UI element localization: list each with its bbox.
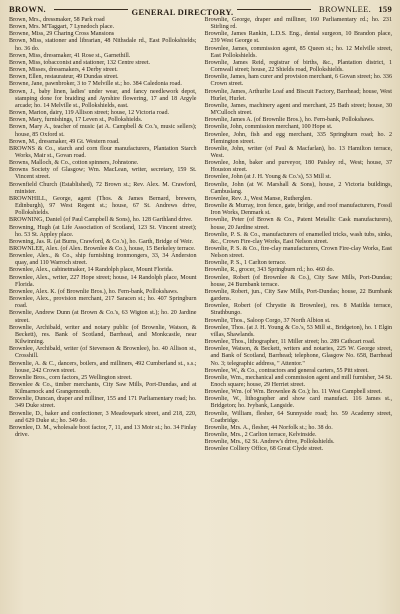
directory-entry: Browns Society of Glasgow; Wm. MacLean, writer, secretary, 159 St. Vincent street.	[9, 167, 197, 181]
directory-columns	[9, 17, 392, 454]
running-head-title: GENERAL DIRECTORY.	[131, 6, 234, 17]
directory-entry: Brownlee, D. M., wholesale boot factor, 7, 11, and 13 Moir st.; ho. 34 Finlay drive.	[9, 424, 197, 439]
directory-entry: Brownlie, Duncan, draper and milliner, 155 and 171 Parliamentary road; ho. 349 Duke street.	[9, 396, 197, 410]
directory-entry: Brownlee, Watson, & Beckett, writers and notaries, 225 W. George street, and Bank of Scotland, Barrhead; telephone, Glasgow No. 658, Barrhead No. 3; telegraphic address, " Attentor."	[204, 346, 392, 367]
directory-entry: Brownlee, John, baker and purveyor, 180 Paisley rd., West; house, 37 Houston street.	[204, 160, 392, 174]
directory-entry: Brown, Miss, tobacconist and stationer, 132 Centre street.	[9, 59, 151, 66]
directory-entry: Brownlie Bros., corn factors, 25 Wellington street.	[9, 374, 132, 381]
directory-entry: Brownlie & Murray, iron fence, gate, bridge, and roof manufacturers, Fossil Iron Works, Denmark st.	[204, 203, 392, 217]
directory-entry: Browning, Hugh (at Life Association of Scotland, 123 St. Vincent street); ho. 53 St. Appley place.	[9, 224, 197, 238]
directory-entry: Brownlee, Alex., cabinetmaker, 14 Randolph place, Mount Florida.	[9, 267, 174, 274]
directory-entry: BROWNLEE, Alex. (of Alex. Brownlee & Co.), house, 15 Berkeley terrace.	[9, 246, 196, 252]
directory-entry: Brownlie, P. S., 1 Carlton terrace.	[204, 260, 287, 267]
directory-entry: Browning, Jas. R. (at Burns, Crawford, & Co.'s), ho. Garth, Bridge of Weir.	[9, 238, 193, 245]
directory-entry: Brownlie, R., grocer, 343 Springburn rd.; ho. 460 do.	[204, 267, 335, 274]
directory-entry: BROWNING, Daniel (of Paul Campbell & Sons), ho. 128 Garthland drive.	[9, 217, 193, 224]
directory-entry: Brownlie, James Rankin, L.D.S. Eng., dental surgeon, 10 Brandon place, 239 West George st.	[204, 31, 392, 45]
directory-entry: Brownlie, P. S. & Co., manufacturers of enamelled tricks, wash tubs, sinks, &c., Crown Fire-clay Works, East Nelson street.	[204, 231, 392, 245]
directory-entry: Brownlie, Mrs., 62 St. Andrew's drive, Pollokshields.	[204, 439, 335, 446]
directory-entry: Brownlee Colliery Office, 68 Great Clyde street.	[204, 446, 324, 453]
directory-entry: Brownlee, Alex., & Co., ship furnishing ironmongers, 33, 34 Anderston quay, and 110 Warroch street.	[9, 253, 197, 267]
directory-entry: BROWNS & Co., starch and corn flour manufacturers, Plantation Starch Works, Mair st., Govan road.	[9, 145, 197, 159]
directory-entry: Brownlie, Thos., Saloop Corgo, 37 North Albion st.	[204, 317, 331, 324]
running-head-center	[46, 7, 319, 17]
running-head	[9, 4, 392, 15]
directory-entry: Brownlie, Archibald, writer and notary public (of Brownlie, Watson, & Beckett), res. Bank of Scotland, Barrhead, and Monkcastle, near Kilwinning.	[9, 324, 197, 346]
directory-entry: Brownlie, Mrs. A., flesher, 44 Norfolk st.; ho. 38 do.	[204, 424, 333, 431]
right-column	[205, 17, 393, 454]
directory-entry: Brownlie, James A. (of Brownlie Bros.), ho. Fern-bank, Pollokshaws.	[204, 117, 375, 124]
directory-entry: Brown, Marion, dairy, 119 Allison street; house, 12 Victoria road.	[9, 110, 170, 117]
directory-entry: Brownlee, Alex., writer, 227 Hope street; house, 14 Randolph place, Mount Florida.	[9, 274, 197, 288]
directory-entry: Brownlee & Co., timber merchants, City Saw Mills, Port-Dundas, and at Kilmarnock and Grangemouth.	[9, 381, 197, 396]
directory-entry: Brown, Mrs., dressmaker, 58 Park road	[9, 17, 105, 23]
directory-entry: Brown, J., baby linen, ladies' under wear, and fancy needlework depot, stamping done for braiding and Ayrshire flowering, 17 and 18 Argyle arcade; ho. 14 Melville st., Pollokshields, east.	[9, 88, 197, 109]
directory-entry: Brown, Mary A., teacher of music (at A. Campbell & Co.'s, music sellers); house, 85 Oxford st.	[9, 124, 197, 138]
directory-entry: Brownlie, Wm., mechanical and commission agent and mill furnisher, 34 St. Enoch square; house, 29 Herriet street.	[204, 374, 392, 388]
page-number: 159	[378, 4, 392, 14]
directory-entry: Brown, Mrs. M'Taggart, 7 Lynedoch place.	[9, 24, 115, 31]
directory-entry: Brownlie, John, writer (of Paul & Macfarlan), ho. 13 Hamilton terrace, West.	[204, 145, 392, 159]
directory-entry: Brown, Miss, stationer and librarian, 48 Nithsdale rd., East Pollokshields; ho. 36 do.	[9, 38, 197, 52]
running-head-right	[319, 4, 392, 14]
directory-entry: Brownlie, W., lithographer and show card manufact. 116 James st., Bridgeton; ho. Ivybank, Langside.	[204, 396, 392, 410]
directory-entry: Brownlee, Robert (of Chrystie & Brownlee), res. 8 Matilda terrace, Strathbungo.	[204, 303, 392, 317]
directory-entry: Brownlee, W., & Co., contractors and general carters, 55 Pitt street.	[204, 367, 369, 374]
directory-entry: Brownlie, Robert, jun., City Saw Mills, Port-Dundas; house, 22 Burnbank gardens.	[204, 288, 392, 303]
directory-entry: Brown, Miss, dressmaker, 41 Rose st., Garnethill.	[9, 52, 131, 59]
directory-entry: Brownlee, Alex. K. (of Brownlie Bros.), ho. Fern-bank, Pollokshaws.	[9, 288, 179, 295]
directory-entry: Brownlee, Rev. J., West Manse, Rutherglen.	[204, 195, 312, 202]
directory-entry: Brownlee, Robert (of Brownlee & Co.), City Saw Mills, Port-Dundas; house, 24 Burnbank terrace.	[204, 274, 392, 288]
left-column	[9, 17, 197, 454]
directory-entry: Brown, Mary, furnishings, 17 Leven st., Pollokshields.	[9, 117, 143, 124]
running-head-left: BROWN.	[9, 4, 46, 14]
directory-entry: Brown, M., dressmaker, 49 Gt. Western road.	[9, 138, 120, 145]
directory-entry: Brownlie, George, draper and milliner, 160 Parliamentary rd.; ho. 231 Stirling rd.	[204, 17, 392, 31]
directory-entry: Brownlee, Thos. (at J. H. Young & Co.'s, 53 Mill st., Bridgeton), ho. 1 Elgin villas, Shawlands.	[204, 324, 392, 338]
directory-entry: Brownlie, James, machinery agent and merchant, 25 Bath street; house, 30 M'Culloch street.	[204, 102, 392, 117]
directory-entry: Brownlie, James, Arthurlie Loaf and Biscuit Factory, Barrhead; house, West Hurlet, Hurlet.	[204, 88, 392, 102]
directory-entry: Brownlie, Andrew Dunn (at Brown & Co.'s, 63 Wigton st.); ho. 20 Jardine street.	[9, 310, 197, 324]
directory-entry: Browne, Miss, 29 Charing Cross Mansions	[9, 31, 115, 38]
directory-entry: Brownlee, Thos., lithographer, 11 Miller street; ho. 289 Cathcart road.	[204, 339, 376, 346]
directory-entry: Brownlee, John, fish and egg merchant, 335 Springburn road; ho. 2 Flemington street.	[204, 131, 392, 145]
directory-entry: Brownlie, A. & C., dancers, boilers, and milliners, 492 Cumberland st., s.s.; house, 242 Crown street.	[9, 360, 197, 374]
directory-entry: Browne, Jane, pawnbroker, 3 to 7 Melville st.; ho. 384 Caledonia road.	[9, 81, 182, 88]
directory-entry: Brownlie, P. S. & Co., fire-clay manufacturers, Crown Fire-clay Works, East Nelson street.	[204, 246, 392, 260]
directory-entry: Brownlie, D., baker and confectioner, 3 Meadowpark street, and 218, 220, and 629 Duke st.; ho. 349 do.	[9, 410, 197, 424]
directory-entry: Brownlie, James, ham curer and provision merchant, 6 Govan street; ho. 336 Crown street.	[204, 74, 392, 88]
directory-entry: Brownlie, James Reid, registrar of births, &c., Plantation district, 1 Cornwall street; house, 22 Shields road, Pollokshields.	[204, 59, 392, 74]
directory-entry: Browns, Malloch, & Co., cotton spinners, Johnstone.	[9, 160, 139, 167]
directory-entry: BROWNHILL, George, agent (Thos. & James Bernard, brewers, Edinburgh), 97 West Regent st.; house, 67 St. Andrews drive, Pollokshields.	[9, 195, 197, 217]
directory-entry: Brownlie, William, flesher, 64 Sunnyside road; ho. 59 Academy street, Coatbridge.	[204, 410, 392, 424]
directory-entry: Brownlie, Mrs., 2 Carlton terrace, Kelvinside.	[204, 432, 317, 439]
directory-entry: Brownlee, Archibald, writer (of Stevenson & Brownlee), ho. 40 Allison st., Crosshill.	[9, 346, 197, 360]
directory-entry: Brownlee, Wm. (of Wm. Brownlee & Co.); ho. 11 West Campbell street.	[204, 389, 382, 396]
directory-entry: Brownlee, Alex., provision merchant, 217 Saracen st.; ho. 407 Springburn road.	[9, 296, 197, 310]
directory-entry: Brownlee, James, commission agent, 85 Queen st.; ho. 12 Melville street, East Pollokshields.	[204, 45, 392, 59]
directory-entry: Brown, Misses, dressmakers, 4 Derby street.	[9, 67, 118, 74]
directory-entry: Brownfield Church (Established), 72 Brown st.; Rev. Alex. M. Crawford, minister.	[9, 181, 197, 195]
directory-entry: Brownlee, John (at J. H. Young & Co.'s), 53 Mill st.	[204, 174, 332, 181]
directory-entry: Brown, Ellen, restaurateur, 49 Dundas street.	[9, 74, 119, 81]
directory-entry: Brownlie, John (at W. Marshall & Sons), house, 2 Victoria buildings, Cambuslang.	[204, 181, 392, 195]
directory-entry: Brownlie, Peter (of Brown & Co., Patent Metallic Cask manufacturers), house, 20 Jardine street.	[204, 217, 392, 231]
running-head-right-word: BROWNLEE.	[319, 4, 372, 14]
directory-entry: Brownlie, John, commission merchant, 100 Hope st.	[204, 124, 333, 131]
